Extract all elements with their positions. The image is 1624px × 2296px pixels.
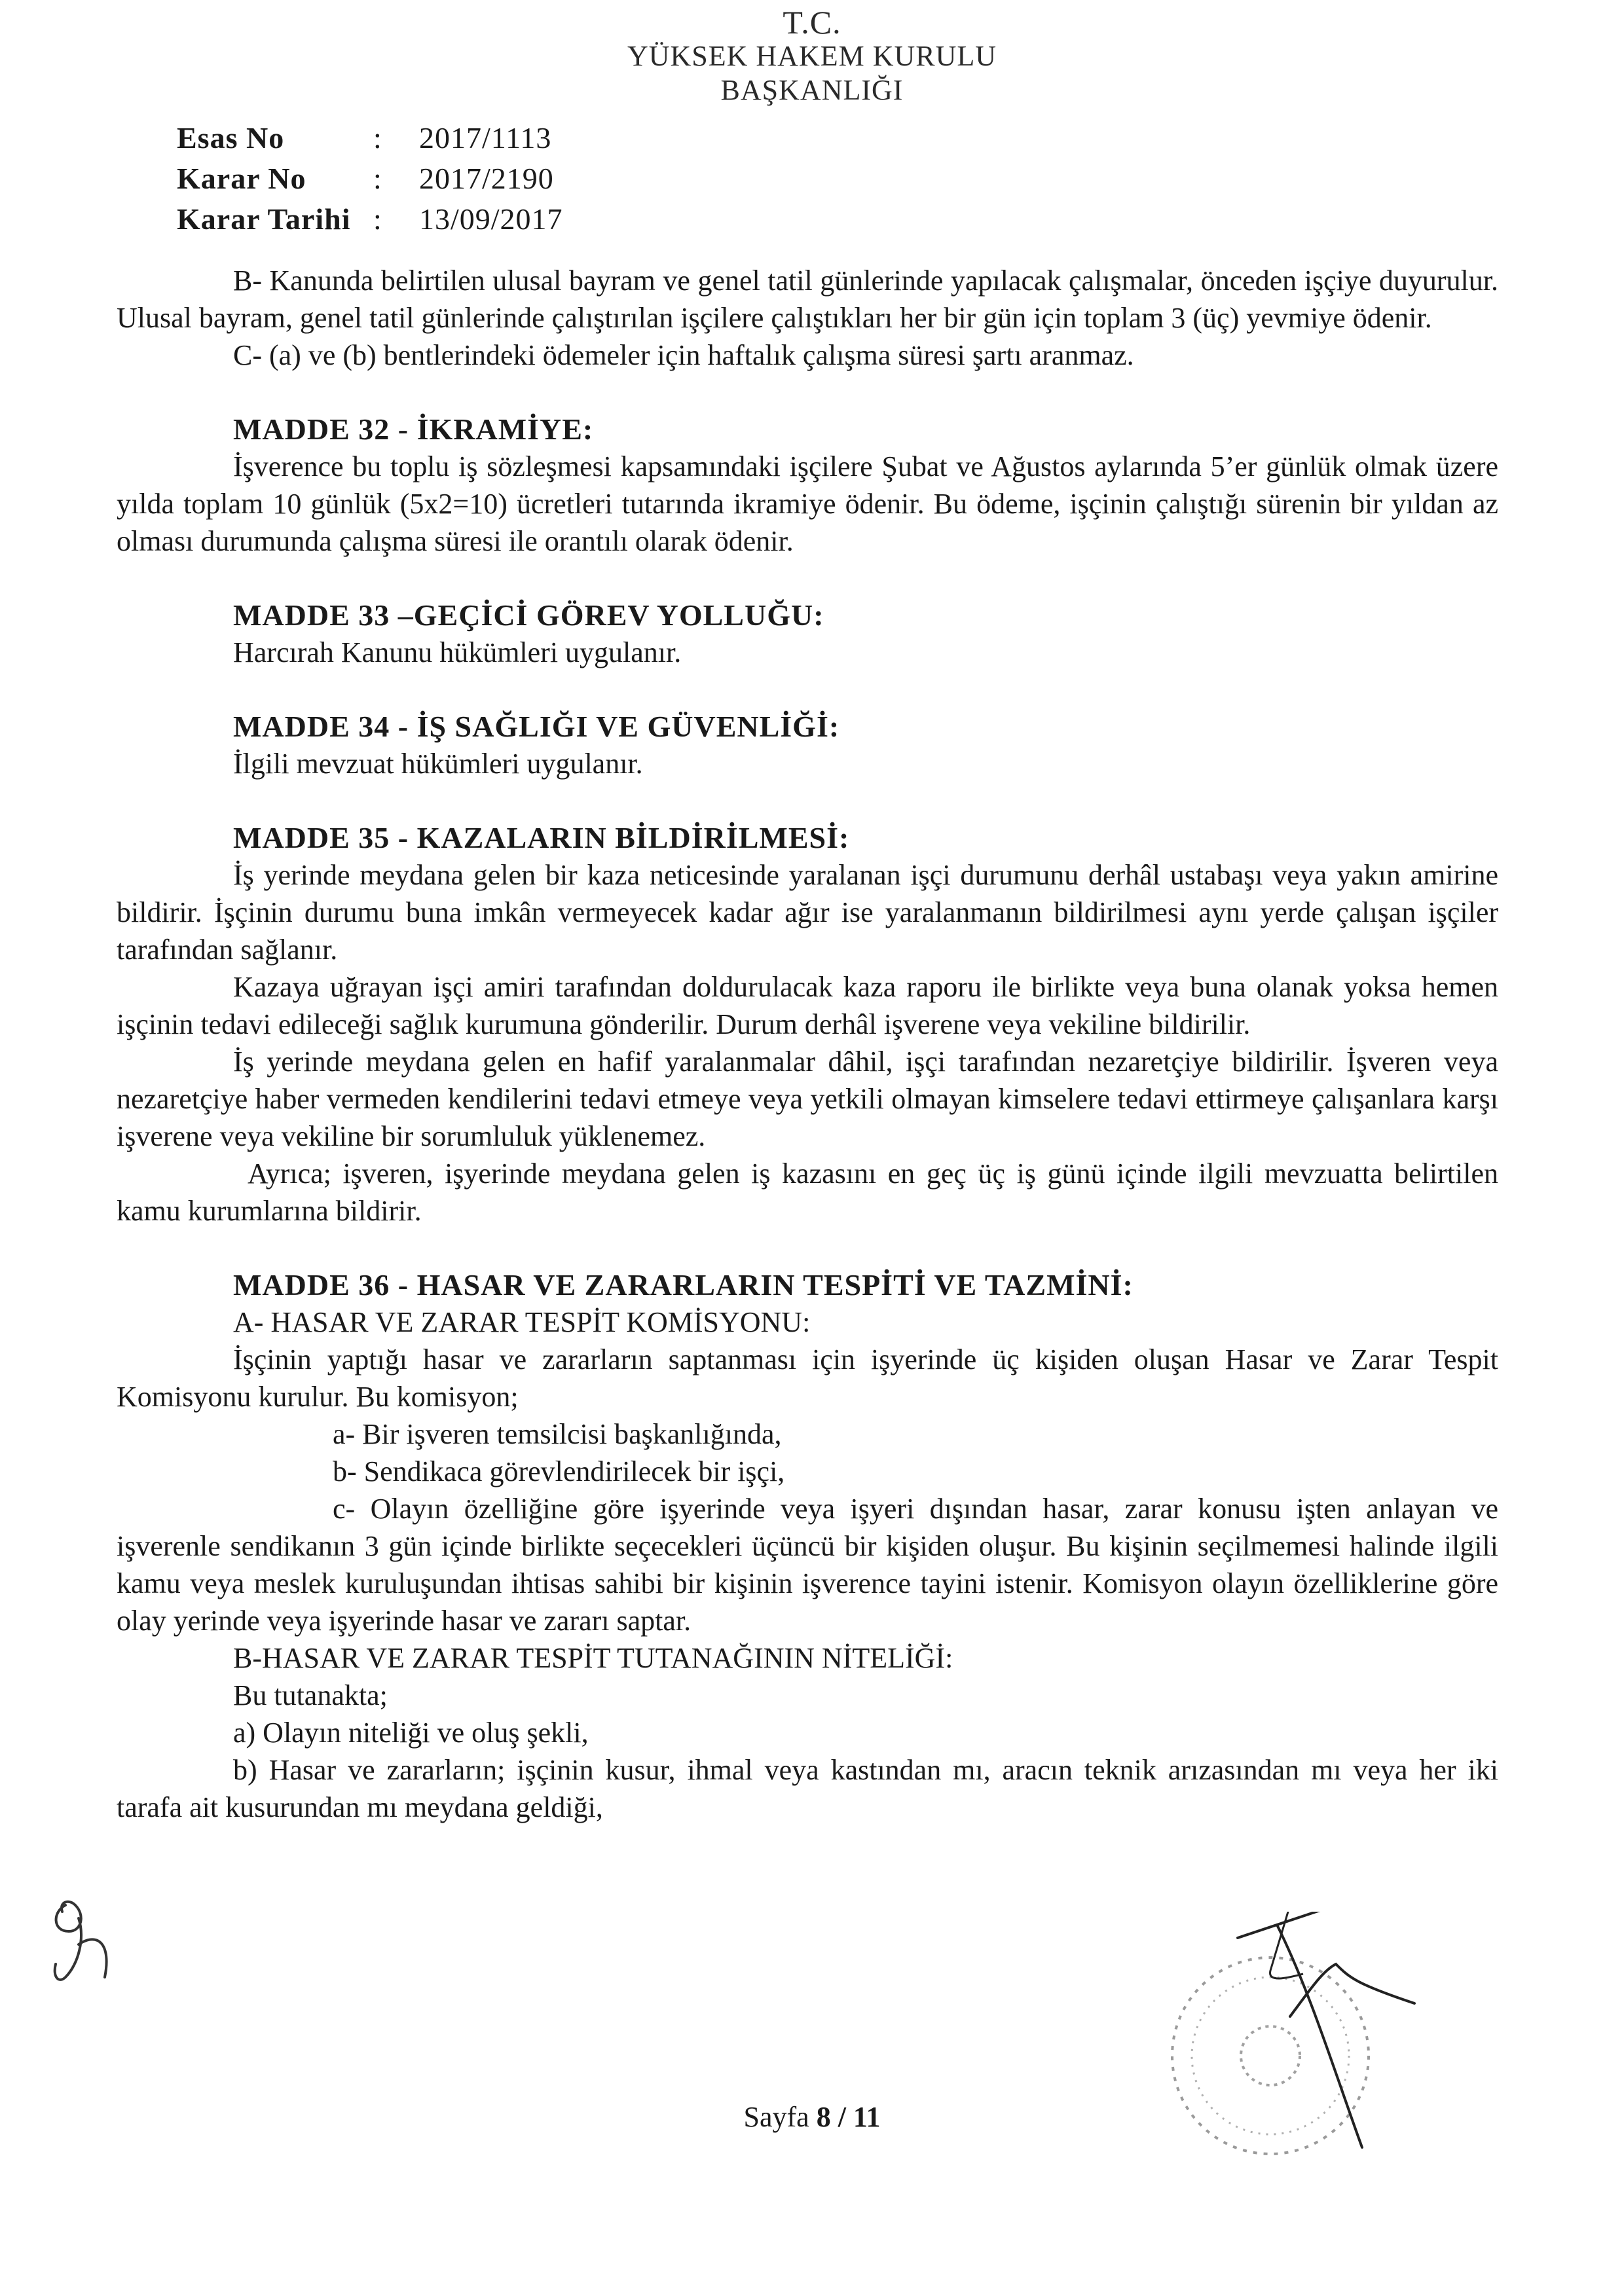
article-36-heading: MADDE 36 - HASAR VE ZARARLARIN TESPİTİ VE TAZMİNİ: [233, 1268, 1134, 1302]
meta-row-karar [177, 158, 563, 199]
header-line-3: BAŞKANLIĞI [720, 74, 904, 106]
article-35-paragraph-3: İş yerinde meydana gelen en hafif yaralanmalar dâhil, işçi tarafından nezaretçiye bildirilir. İşveren veya nezaretçiye haber vermeden kendilerini tedavi etmeye veya yetkili olmayan kimselere tedavi ettirmeye çalışanlara karşı işverene veya vekiline bir sorumluluk yüklenemez. [117, 1046, 1498, 1152]
meta-row-esas [177, 118, 563, 158]
meta-value: 13/09/2017 [419, 202, 563, 236]
handwritten-initial [39, 1886, 138, 1990]
header-line-2: YÜKSEK HAKEM KURULU [627, 40, 997, 72]
meta-value: 2017/2190 [419, 162, 554, 195]
article-34-heading: MADDE 34 - İŞ SAĞLIĞI VE GÜVENLİĞİ: [233, 710, 840, 743]
paragraph-b: B- Kanunda belirtilen ulusal bayram ve genel tatil günlerinde yapılacak çalışmalar, önceden işçiye duyurulur. Ulusal bayram, genel tatil günlerinde çalıştırılan işçilere çalıştıkları her bir gün için toplam 3 (üç) yevmiye ödenir. [117, 264, 1498, 334]
article-36-a-item-b: b- Sendikaca görevlendirilecek bir işçi, [333, 1455, 785, 1487]
article-36-b-title: B-HASAR VE ZARAR TESPİT TUTANAĞININ NİTELİĞİ: [233, 1642, 953, 1674]
article-36-a-item-a: a- Bir işveren temsilcisi başkanlığında, [333, 1418, 782, 1450]
case-metadata [177, 118, 563, 240]
meta-value: 2017/1113 [419, 121, 552, 155]
article-35-heading: MADDE 35 - KAZALARIN BİLDİRİLMESİ: [233, 821, 850, 854]
page-footer [720, 2100, 904, 2134]
article-36-a-title: A- HASAR VE ZARAR TESPİT KOMİSYONU: [233, 1306, 811, 1338]
signature [1238, 1912, 1414, 2147]
institution-header [458, 5, 1166, 107]
paragraph-c: C- (a) ve (b) bentlerindeki ödemeler için haftalık çalışma süresi şartı aranmaz. [233, 339, 1134, 371]
article-36-b-intro: Bu tutanakta; [233, 1679, 388, 1711]
article-36-b-item-a: a) Olayın niteliği ve oluş şekli, [233, 1717, 589, 1749]
article-35-paragraph-1: İş yerinde meydana gelen bir kaza neticesinde yaralanan işçi durumunu derhâl ustabaşı veya yakın amirine bildirir. İşçinin durumu buna imkân vermeyecek kadar ağır ise yaralanmanın bildirilmesi aynı yerde çalışan işçiler tarafından sağlanır. [117, 859, 1498, 966]
meta-label: Karar Tarihi [177, 202, 351, 236]
official-stamp [1139, 1912, 1454, 2187]
article-35-paragraph-2: Kazaya uğrayan işçi amiri tarafından doldurulacak kaza raporu ile birlikte veya buna olanak yoksa hemen işçinin tedavi edileceği sağlık kurumuna gönderilir. Durum derhâl işverene veya vekiline bildirilir. [117, 971, 1498, 1040]
page-current: 8 [816, 2101, 831, 2133]
article-36-b-item-b: b) Hasar ve zararların; işçinin kusur, ihmal veya kastından mı, aracın teknik arızasından mı veya her iki tarafa ait kusurundan mı meydana geldiği, [117, 1754, 1498, 1823]
article-34-text: İlgili mevzuat hükümleri uygulanır. [233, 748, 643, 780]
meta-colon: : [373, 162, 382, 195]
article-32-text: İşverence bu toplu iş sözleşmesi kapsamındaki işçilere Şubat ve Ağustos aylarında 5’er günlük olmak üzere yılda toplam 10 günlük (5x2=10) ücretleri tutarında ikramiye ödenir. Bu ödeme, işçinin çalıştığı sürenin bir yıldan az olması durumunda çalışma süresi ile orantılı olarak ödenir. [117, 450, 1498, 557]
page-separator: / [838, 2101, 846, 2133]
article-32-heading: MADDE 32 - İKRAMİYE: [233, 412, 594, 446]
meta-colon: : [373, 121, 382, 155]
page-total: 11 [853, 2101, 881, 2133]
article-36-a-item-c: c- Olayın özelliğine göre işyerinde veya işyeri dışından hasar, zarar konusu işten anlayan ve işverenle sendikanın 3 gün içinde birlikte seçecekleri üçüncü bir kişiden oluşur. Bu kişinin seçilmemesi halinde ilgili kamu veya meslek kuruluşundan ihtisas sahibi bir kişinin işverence tayini istenir. Komisyon olayın özelliklerine göre olay yerinde veya işyerinde hasar ve zararı saptar. [117, 1493, 1498, 1637]
meta-colon: : [373, 202, 382, 236]
document-body [117, 262, 1498, 1826]
page-label: Sayfa [743, 2101, 809, 2133]
article-36-a-text: İşçinin yaptığı hasar ve zararların saptanması için işyerinde üç kişiden oluşan Hasar ve Zarar Tespit Komisyonu kurulur. Bu komisyon; [117, 1343, 1498, 1413]
meta-label: Karar No [177, 162, 306, 195]
article-33-text: Harcırah Kanunu hükümleri uygulanır. [233, 636, 682, 668]
header-line-1: T.C. [783, 4, 841, 41]
article-35-paragraph-4: Ayrıca; işveren, işyerinde meydana gelen iş kazasını en geç üç iş günü içinde ilgili mevzuatta belirtilen kamu kurumlarına bildirir. [117, 1157, 1498, 1227]
article-33-heading: MADDE 33 –GEÇİCİ GÖREV YOLLUĞU: [233, 598, 824, 632]
meta-label: Esas No [177, 121, 285, 155]
meta-row-tarih [177, 199, 563, 240]
